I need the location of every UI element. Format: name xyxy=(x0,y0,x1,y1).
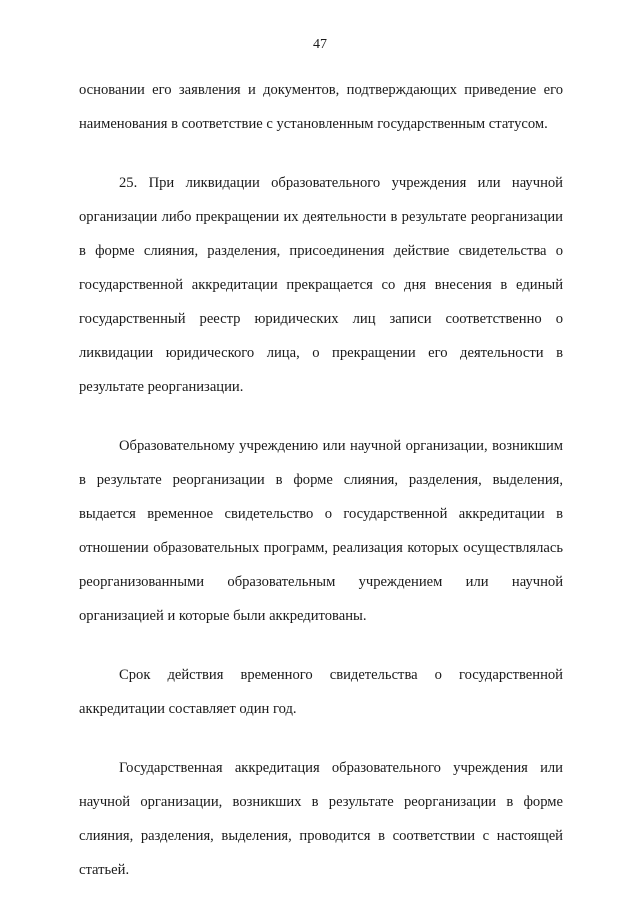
paragraph-accreditation-procedure: Государственная аккредитация образовательного учреждения или научной организации, возникших в результате реорганизации в форме слияния, разделения, выделения, проводится в соответствии с настоящей статьей. xyxy=(79,760,563,878)
page-number: 47 xyxy=(313,37,327,52)
document-body xyxy=(79,73,563,912)
paragraph-continuation: основании его заявления и документов, подтверждающих приведение его наименования в соответствие с установленным государственным статусом. xyxy=(79,82,563,132)
paragraph-validity-period: Срок действия временного свидетельства о государственной аккредитации составляет один год. xyxy=(79,667,563,717)
paragraph-item-25: 25. При ликвидации образовательного учреждения или научной организации либо прекращении их деятельности в результате реорганизации в форме слияния, разделения, присоединения действие свидетельства о государственной аккредитации прекращается со дня внесения в единый государственный реестр юридических лиц записи соответственно о ликвидации юридического лица, о прекращении его деятельности в результате реорганизации. xyxy=(79,175,563,395)
paragraph-temporary-certificate: Образовательному учреждению или научной организации, возникшим в результате реорганизации в форме слияния, разделения, выделения, выдается временное свидетельство о государственной аккредитации в отношении образовательных программ, реализация которых осуществлялась реорганизованными образовательным учреждением или научной организацией и которые были аккредитованы. xyxy=(79,438,563,624)
